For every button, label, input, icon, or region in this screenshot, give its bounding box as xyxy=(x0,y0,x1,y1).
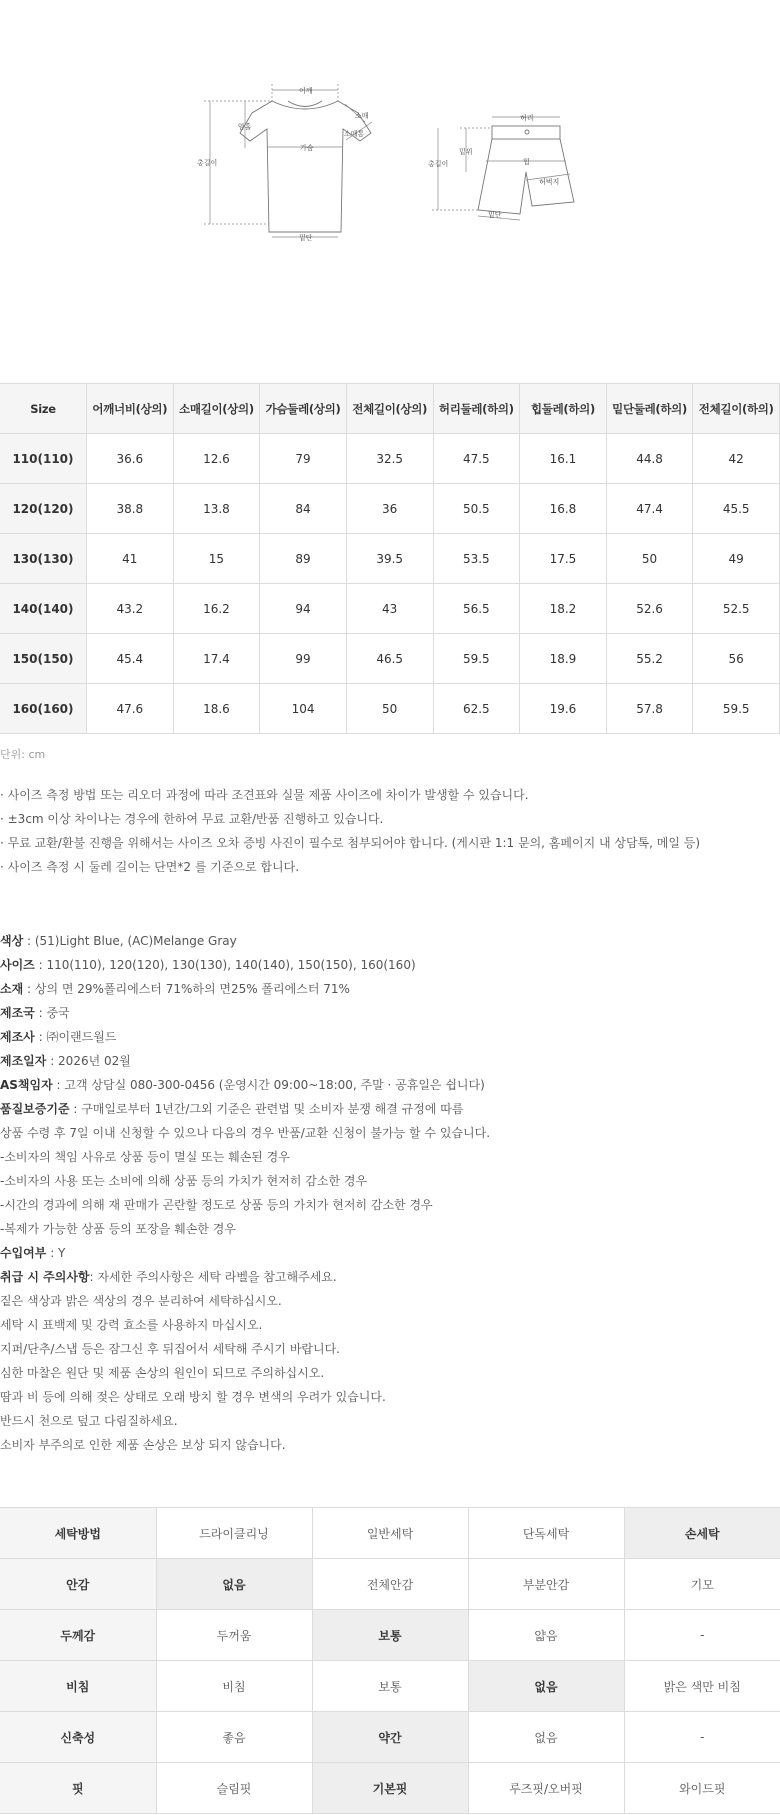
care-option: 슬림핏 xyxy=(156,1763,312,1814)
label-rise: 밑위 xyxy=(459,148,473,156)
size-cell-value: 89 xyxy=(260,534,347,584)
size-cell-value: 32.5 xyxy=(346,434,433,484)
size-cell-value: 42 xyxy=(693,434,780,484)
size-table-row xyxy=(0,684,780,734)
care-table-body xyxy=(0,1508,780,1814)
size-cell-label: 120(120) xyxy=(0,484,87,534)
note-item: · 사이즈 측정 시 둘레 길이는 단면*2 를 기준으로 합니다. xyxy=(0,860,300,874)
info-item xyxy=(0,978,490,1002)
info-text: -소비자의 책임 사유로 상품 등이 멸실 또는 훼손된 경우 xyxy=(0,1150,290,1164)
care-table xyxy=(0,1507,780,1814)
size-table-row xyxy=(0,484,780,534)
info-item xyxy=(0,1386,490,1410)
info-text: 지퍼/단추/스냅 등은 잠그신 후 뒤집어서 세탁해 주시기 바랍니다. xyxy=(0,1342,340,1356)
size-cell-value: 59.5 xyxy=(433,634,520,684)
label-shoulder: 어깨 xyxy=(299,87,313,95)
care-table-row xyxy=(0,1508,780,1559)
info-text: 심한 마찰은 원단 및 제품 손상의 원인이 되므로 주의하십시오. xyxy=(0,1366,325,1380)
info-label: 제조사 xyxy=(0,1030,35,1044)
care-option: 와이드핏 xyxy=(624,1763,780,1814)
info-item xyxy=(0,1194,490,1218)
size-table-row xyxy=(0,434,780,484)
size-cell-value: 18.9 xyxy=(520,634,607,684)
size-cell-value: 17.5 xyxy=(520,534,607,584)
info-text: 땀과 비 등에 의해 젖은 상태로 오래 방치 할 경우 변색의 우려가 있습니다. xyxy=(0,1390,386,1404)
size-cell-value: 45.5 xyxy=(693,484,780,534)
size-cell-value: 39.5 xyxy=(346,534,433,584)
info-label: 제조일자 xyxy=(0,1054,47,1068)
info-item xyxy=(0,1002,490,1026)
care-option: 보통 xyxy=(312,1661,468,1712)
info-text: : Y xyxy=(46,1246,66,1260)
size-cell-value: 52.5 xyxy=(693,584,780,634)
info-text: 세탁 시 표백제 및 강력 효소를 사용하지 마십시오. xyxy=(0,1318,263,1332)
size-table-row xyxy=(0,634,780,684)
info-item xyxy=(0,1026,490,1050)
care-option-selected: 손세탁 xyxy=(624,1508,780,1559)
tshirt-diagram xyxy=(240,101,371,232)
info-text: : 2026년 02월 xyxy=(46,1054,131,1068)
size-cell-value: 38.8 xyxy=(87,484,174,534)
size-table-row xyxy=(0,584,780,634)
label-hem-top: 밑단 xyxy=(299,234,313,242)
size-cell-value: 16.1 xyxy=(520,434,607,484)
info-label: 취급 시 주의사항 xyxy=(0,1270,90,1284)
size-cell-value: 16.2 xyxy=(173,584,260,634)
care-option-selected: 없음 xyxy=(156,1559,312,1610)
measurement-diagrams xyxy=(0,0,780,385)
care-option: 전체안감 xyxy=(312,1559,468,1610)
info-item xyxy=(0,954,490,978)
size-cell-value: 79 xyxy=(260,434,347,484)
size-table-body xyxy=(0,434,780,734)
size-header: Size xyxy=(0,384,87,434)
label-total-length-bottom: 총길이 xyxy=(428,160,449,168)
size-cell-value: 41 xyxy=(87,534,174,584)
size-cell-value: 47.5 xyxy=(433,434,520,484)
info-item xyxy=(0,1338,490,1362)
size-cell-value: 56.5 xyxy=(433,584,520,634)
info-item xyxy=(0,1314,490,1338)
unit-label: 단위: cm xyxy=(0,748,46,761)
info-text: : 고객 상담실 080-300-0456 (운영시간 09:00~18:00, 주말 · 공휴일은 쉽니다) xyxy=(52,1078,485,1092)
info-text: -소비자의 사용 또는 소비에 의해 상품 등의 가치가 현저히 감소한 경우 xyxy=(0,1174,368,1188)
care-option: 좋음 xyxy=(156,1712,312,1763)
care-table-row xyxy=(0,1763,780,1814)
info-text: 짙은 색상과 밝은 색상의 경우 분리하여 세탁하십시오. xyxy=(0,1294,282,1308)
size-cell-label: 110(110) xyxy=(0,434,87,484)
label-chest: 가슴 xyxy=(300,144,314,152)
size-cell-value: 46.5 xyxy=(346,634,433,684)
size-cell-value: 55.2 xyxy=(606,634,693,684)
info-item xyxy=(0,1266,490,1290)
info-text: : 110(110), 120(120), 130(130), 140(140), 150(150), 160(160) xyxy=(34,958,416,972)
care-table-row xyxy=(0,1559,780,1610)
size-cell-label: 130(130) xyxy=(0,534,87,584)
size-cell-value: 36.6 xyxy=(87,434,174,484)
garment-diagrams-svg xyxy=(0,0,780,385)
info-text: : (51)Light Blue, (AC)Melange Gray xyxy=(23,934,237,948)
size-header: 전체길이(하의) xyxy=(693,384,780,434)
care-option-selected: 약간 xyxy=(312,1712,468,1763)
size-cell-value: 12.6 xyxy=(173,434,260,484)
care-option-selected: 기본핏 xyxy=(312,1763,468,1814)
info-item xyxy=(0,1242,490,1266)
info-item xyxy=(0,1290,490,1314)
size-header: 어깨너비(상의) xyxy=(87,384,174,434)
note-item: · 사이즈 측정 방법 또는 리오더 과정에 따라 조견표와 실물 제품 사이즈에 차이가 발생할 수 있습니다. xyxy=(0,788,529,802)
size-cell-label: 160(160) xyxy=(0,684,87,734)
size-cell-label: 140(140) xyxy=(0,584,87,634)
size-cell-value: 49 xyxy=(693,534,780,584)
size-cell-value: 53.5 xyxy=(433,534,520,584)
info-text: : 구매일로부터 1년간/그외 기준은 관련법 및 소비자 분쟁 해결 규정에 따름 xyxy=(69,1102,464,1116)
info-label: 제조국 xyxy=(0,1006,35,1020)
info-label: 품질보증기준 xyxy=(0,1102,70,1116)
size-table-header-row xyxy=(0,384,780,434)
size-cell-value: 50 xyxy=(606,534,693,584)
size-cell-value: 84 xyxy=(260,484,347,534)
care-option: 부분안감 xyxy=(468,1559,624,1610)
info-item xyxy=(0,1122,490,1146)
info-label: AS책임자 xyxy=(0,1078,53,1092)
info-text: 반드시 천으로 덮고 다림질하세요. xyxy=(0,1414,178,1428)
size-cell-value: 18.2 xyxy=(520,584,607,634)
size-cell-value: 18.6 xyxy=(173,684,260,734)
shorts-diagram xyxy=(478,126,574,214)
care-row-head: 두께감 xyxy=(0,1610,156,1661)
info-text: : ㈜이랜드월드 xyxy=(34,1030,117,1044)
note-item: · 무료 교환/환불 진행을 위해서는 사이즈 오차 증빙 사진이 필수로 첨부되어야 합니다. (게시판 1:1 문의, 홈페이지 내 상담톡, 메일 등) xyxy=(0,836,701,850)
size-cell-value: 13.8 xyxy=(173,484,260,534)
care-option: 비침 xyxy=(156,1661,312,1712)
info-text: : 상의 면 29%폴리에스터 71%하의 면25% 폴리에스터 71% xyxy=(23,982,350,996)
size-header: 허리둘레(하의) xyxy=(433,384,520,434)
info-item xyxy=(0,1098,490,1122)
size-cell-value: 45.4 xyxy=(87,634,174,684)
note-item: · ±3cm 이상 차이나는 경우에 한하여 무료 교환/반품 진행하고 있습니다. xyxy=(0,812,384,826)
care-option: 드라이클리닝 xyxy=(156,1508,312,1559)
care-table-row xyxy=(0,1661,780,1712)
size-cell-label: 150(150) xyxy=(0,634,87,684)
info-item xyxy=(0,1218,490,1242)
care-option: - xyxy=(624,1610,780,1661)
info-label: 수입여부 xyxy=(0,1246,47,1260)
info-item xyxy=(0,1410,490,1434)
size-cell-value: 104 xyxy=(260,684,347,734)
info-item xyxy=(0,1146,490,1170)
size-cell-value: 44.8 xyxy=(606,434,693,484)
size-table xyxy=(0,383,780,734)
care-row-head: 핏 xyxy=(0,1763,156,1814)
size-cell-value: 36 xyxy=(346,484,433,534)
size-header: 밑단둘레(하의) xyxy=(606,384,693,434)
care-option: 두꺼움 xyxy=(156,1610,312,1661)
size-cell-value: 59.5 xyxy=(693,684,780,734)
label-armhole: 암홀 xyxy=(238,123,252,131)
size-cell-value: 56 xyxy=(693,634,780,684)
care-option: 얇음 xyxy=(468,1610,624,1661)
info-text: 소비자 부주의로 인한 제품 손상은 보상 되지 않습니다. xyxy=(0,1438,286,1452)
info-item xyxy=(0,930,490,954)
care-option: 단독세탁 xyxy=(468,1508,624,1559)
size-cell-value: 47.4 xyxy=(606,484,693,534)
size-cell-value: 62.5 xyxy=(433,684,520,734)
info-item xyxy=(0,1074,490,1098)
size-cell-value: 52.6 xyxy=(606,584,693,634)
care-option: 밝은 색만 비침 xyxy=(624,1661,780,1712)
label-sleeve: 소매 xyxy=(355,112,369,120)
label-hem-bottom: 밑단 xyxy=(488,211,502,219)
care-row-head: 안감 xyxy=(0,1559,156,1610)
size-cell-value: 43.2 xyxy=(87,584,174,634)
care-option: 없음 xyxy=(468,1712,624,1763)
size-header: 소매길이(상의) xyxy=(173,384,260,434)
size-header: 가슴둘레(상의) xyxy=(260,384,347,434)
size-cell-value: 57.8 xyxy=(606,684,693,734)
info-item xyxy=(0,1050,490,1074)
care-option: - xyxy=(624,1712,780,1763)
size-cell-value: 47.6 xyxy=(87,684,174,734)
size-cell-value: 16.8 xyxy=(520,484,607,534)
info-label: 사이즈 xyxy=(0,958,35,972)
size-cell-value: 50 xyxy=(346,684,433,734)
size-table-row xyxy=(0,534,780,584)
care-option-selected: 보통 xyxy=(312,1610,468,1661)
size-cell-value: 94 xyxy=(260,584,347,634)
care-option: 루즈핏/오버핏 xyxy=(468,1763,624,1814)
info-text: 상품 수령 후 7일 이내 신청할 수 있으나 다음의 경우 반품/교환 신청이 불가능 할 수 있습니다. xyxy=(0,1126,491,1140)
label-thigh: 허벅지 xyxy=(539,178,560,186)
size-notes xyxy=(0,786,700,882)
info-text: : 중국 xyxy=(34,1006,70,1020)
size-header: 힙둘레(하의) xyxy=(520,384,607,434)
care-row-head: 비침 xyxy=(0,1661,156,1712)
info-item xyxy=(0,1170,490,1194)
care-row-head: 신축성 xyxy=(0,1712,156,1763)
size-cell-value: 50.5 xyxy=(433,484,520,534)
info-text: -시간의 경과에 의해 재 판매가 곤란할 정도로 상품 등의 가치가 현저히 감소한 경우 xyxy=(0,1198,433,1212)
size-cell-value: 17.4 xyxy=(173,634,260,684)
size-header: 전체길이(상의) xyxy=(346,384,433,434)
size-cell-value: 15 xyxy=(173,534,260,584)
info-label: 소재 xyxy=(0,982,24,996)
size-cell-value: 43 xyxy=(346,584,433,634)
info-label: 색상 xyxy=(0,934,24,948)
size-cell-value: 19.6 xyxy=(520,684,607,734)
label-waist: 허리 xyxy=(520,114,534,122)
info-item xyxy=(0,1362,490,1386)
care-row-head: 세탁방법 xyxy=(0,1508,156,1559)
label-sleeve-opening: 소매통 xyxy=(344,130,365,138)
info-text: : 자세한 주의사항은 세탁 라벨을 참고해주세요. xyxy=(89,1270,337,1284)
product-info-list xyxy=(0,930,490,1458)
care-option: 기모 xyxy=(624,1559,780,1610)
care-option: 일반세탁 xyxy=(312,1508,468,1559)
care-table-row xyxy=(0,1712,780,1763)
info-item xyxy=(0,1434,490,1458)
label-total-length-top: 총길이 xyxy=(197,159,218,167)
size-cell-value: 99 xyxy=(260,634,347,684)
care-option-selected: 없음 xyxy=(468,1661,624,1712)
care-table-row xyxy=(0,1610,780,1661)
label-hip: 힙 xyxy=(523,158,530,166)
info-text: -복제가 가능한 상품 등의 포장을 훼손한 경우 xyxy=(0,1222,236,1236)
